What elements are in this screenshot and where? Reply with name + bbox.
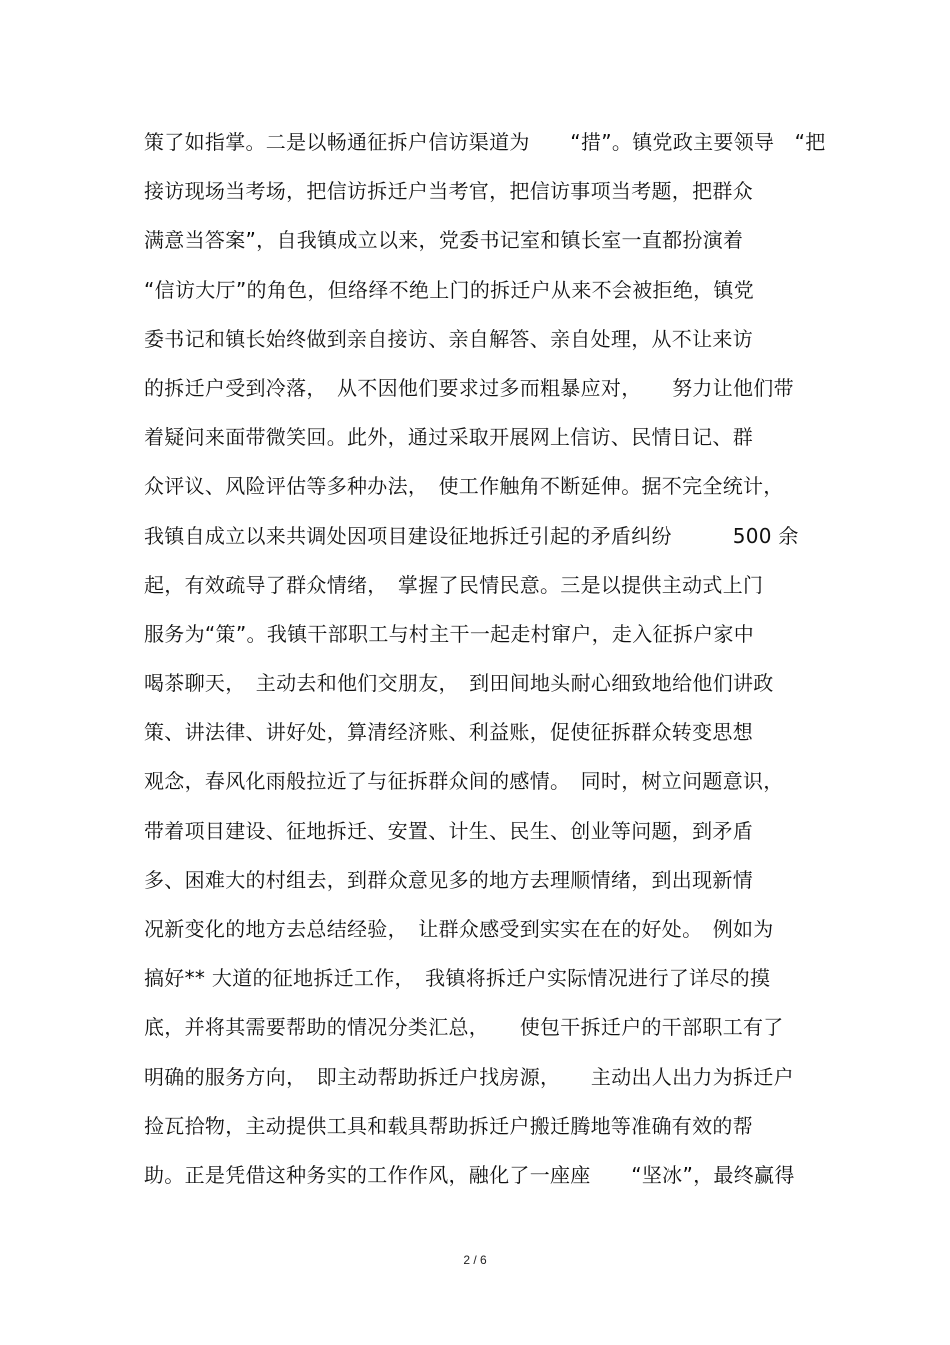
text-line: 着疑问来面带微笑回。此外，通过采取开展网上信访、民情日记、群 bbox=[144, 425, 753, 450]
page-number: 2 / 6 bbox=[463, 1253, 487, 1267]
text-line: 我镇自成立以来共调处因项目建设征地拆迁引起的矛盾纠纷 500 余 bbox=[144, 523, 799, 548]
text-line: 接访现场当考场，把信访拆迁户当考官，把信访事项当考题，把群众 bbox=[144, 179, 753, 204]
text-line: 众评议、风险评估等多种办法， 使工作触角不断延伸。据不完全统计， bbox=[144, 474, 784, 499]
text-line: 策了如指掌。二是以畅通征拆户信访渠道为 “措”。镇党政主要领导 “把 bbox=[144, 130, 826, 154]
text-line: 委书记和镇长始终做到亲自接访、亲自解答、亲自处理，从不让来访 bbox=[144, 326, 753, 351]
text-line: 服务为“策”。我镇干部职工与村主干一起走村窜户，走入征拆户家中 bbox=[144, 621, 755, 646]
text-line: “信访大厅”的角色，但络绎不绝上门的拆迁户从来不会被拒绝，镇党 bbox=[144, 277, 755, 302]
text-line: 观念，春风化雨般拉近了与征拆群众间的感情。 同时，树立问题意识， bbox=[144, 769, 784, 794]
text-line: 明确的服务方向， 即主动帮助拆迁户找房源， 主动出人出力为拆迁户 bbox=[144, 1064, 794, 1089]
text-line: 助。正是凭借这种务实的工作作风，融化了一座座 “坚冰”，最终赢得 bbox=[144, 1162, 795, 1187]
text-line: 满意当答案”，自我镇成立以来，党委书记室和镇长室一直都扮演着 bbox=[144, 228, 744, 253]
body-text bbox=[144, 124, 824, 1206]
text-line: 搞好** 大道的征地拆迁工作， 我镇将拆迁户实际情况进行了详尽的摸 bbox=[144, 966, 771, 991]
text-line: 喝茶聊天， 主动去和他们交朋友， 到田间地头耐心细致地给他们讲政 bbox=[144, 671, 774, 696]
text-line: 况新变化的地方去总结经验， 让群众感受到实实在在的好处。 例如为 bbox=[144, 917, 774, 941]
text-line: 策、讲法律、讲好处，算清经济账、利益账，促使征拆群众转变思想 bbox=[144, 720, 753, 745]
text-line: 多、困难大的村组去，到群众意见多的地方去理顺情绪，到出现新情 bbox=[144, 867, 753, 892]
text-line: 捡瓦拾物，主动提供工具和载具帮助拆迁户搬迁腾地等准确有效的帮 bbox=[144, 1113, 753, 1138]
text-line: 带着项目建设、征地拆迁、安置、计生、民生、创业等问题，到矛盾 bbox=[144, 818, 753, 843]
text-line: 的拆迁户受到冷落， 从不因他们要求过多而粗暴应对， 努力让他们带 bbox=[144, 375, 794, 400]
text-line: 底，并将其需要帮助的情况分类汇总， 使包干拆迁户的干部职工有了 bbox=[144, 1015, 784, 1040]
text-line: 起，有效疏导了群众情绪， 掌握了民情民意。三是以提供主动式上门 bbox=[144, 572, 764, 597]
